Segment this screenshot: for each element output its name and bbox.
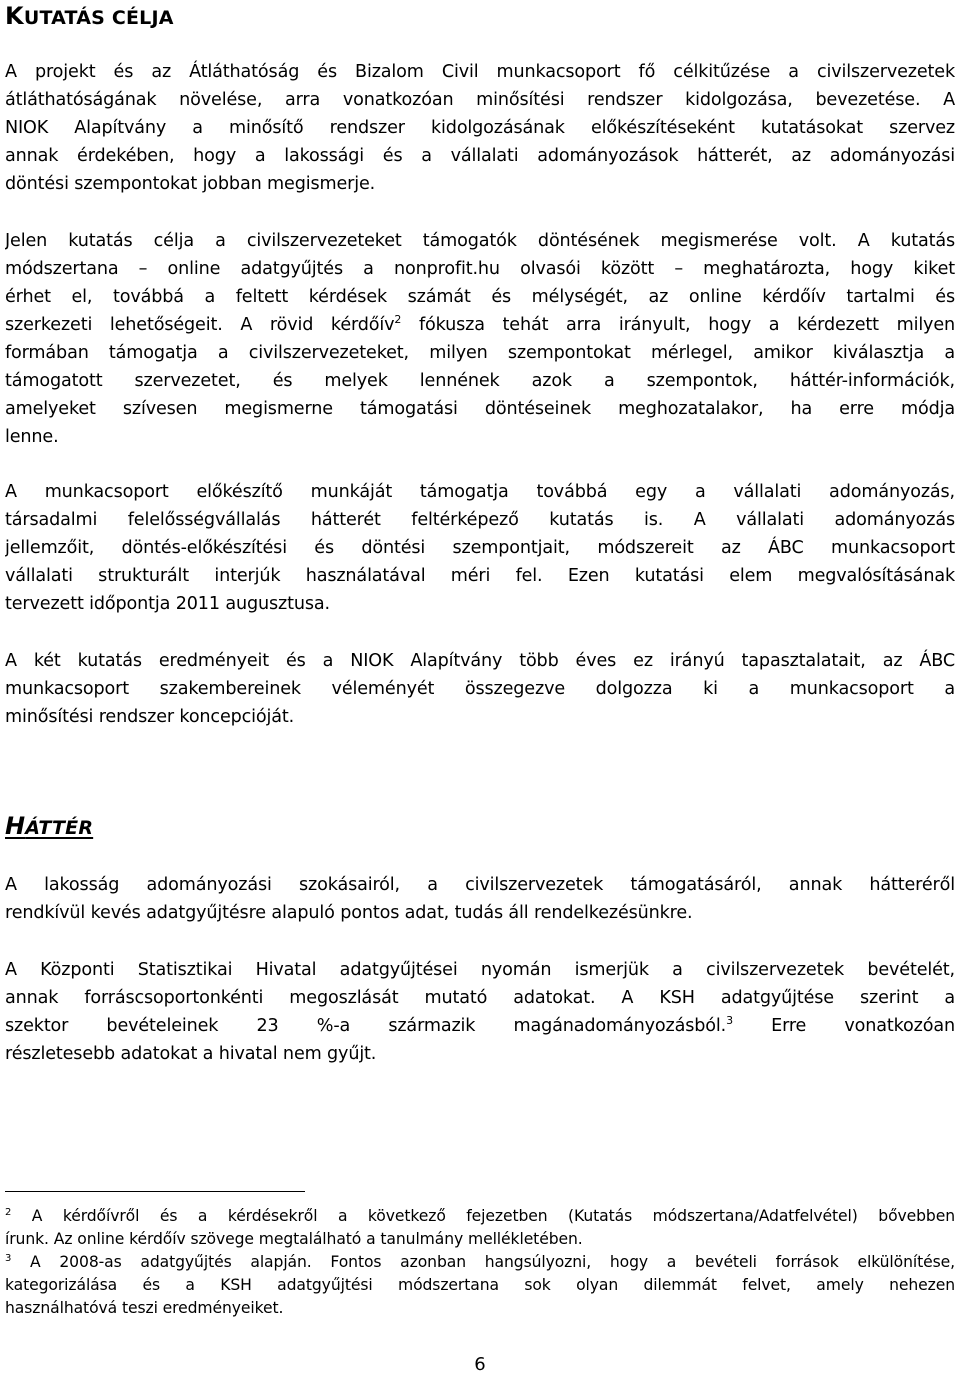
page-number: 6 [474,1354,486,1375]
footnote-separator [5,1191,305,1192]
text-line: részletesebb adatokat a hivatal nem gyűjt. [5,1044,377,1064]
text-line: jellemzőit, döntés-előkészítési és döntési szempontjait, módszereit az ÁBC munkacsoport [5,538,955,558]
text-line: döntési szempontokat jobban megismerje. [5,174,376,194]
text-line: vállalati strukturált interjúk használatával méri fel. Ezen kutatási elem megvalósításának [5,566,955,586]
footnote-marker: 3 [5,1252,12,1264]
text-line: érhet el, továbbá a feltett kérdések számát és mélységét, az online kérdőív tartalmi és [5,287,955,307]
footnote-3-line: $^3$ A 2008-as adatgyűjtés alapján. Fontos azonban hangsúlyozni, hogy a bevételi források elkülönítése, [5,1252,955,1271]
text-line: NIOK Alapítvány a minősítő rendszer kidolgozásának előkészítéseként kutatásokat szervez [5,118,955,138]
paragraph-working-group [5,478,955,618]
text-line: tervezett időpontja 2011 augusztusa. [5,594,330,614]
text-line: munkacsoport szakembereinek véleményét összegezve dolgozza ki a munkacsoport a [5,679,955,699]
text-line: A projekt és az Átláthatóság és Bizalom Civil munkacsoport fő célkitűzése a civilszervezetek [5,62,955,82]
text-line: annak forráscsoportonkénti megoszlását mutató adatokat. A KSH adatgyűjtése szerint a [5,988,955,1008]
text-line: rendkívül kevés adatgyűjtésre alapuló pontos adat, tudás áll rendelkezésünkre. [5,903,693,923]
text-line: átláthatóságának növelése, arra vonatkozóan minősítési rendszer kidolgozása, bevezetése. A [5,90,955,110]
paragraph-background [5,871,955,927]
heading-initial: H [5,812,26,840]
text-line-with-footnote: szerkezeti lehetőségeit. A rövid kérdőív$^2$ fókusza tehát arra irányult, hogy a kérdezett milyen [5,313,955,335]
text-line: A munkacsoport előkészítő munkáját támogatja továbbá egy a vállalati adományozás, [5,482,955,502]
paragraph-project-goal [5,58,955,198]
paragraph-two-studies [5,647,955,731]
paragraph-ksh-statistics [5,956,955,1068]
text-line: Jelen kutatás célja a civilszervezeteket támogatók döntésének megismerése volt. A kutatás [5,231,955,251]
paragraph-research-purpose [5,227,955,451]
heading-rest: ÁTTÉR [25,817,94,839]
text-line: A két kutatás eredményeit és a NIOK Alapítvány több éves ez irányú tapasztalatait, az ÁBC [5,651,955,671]
text-line: annak érdekében, hogy a lakossági és a vállalati adományozások hátterét, az adományozási [5,146,955,166]
section-heading-hatter [5,812,93,840]
footnote-3-line: használhatóvá teszi eredményeiket. [5,1299,284,1317]
footnote-ref-3[interactable]: 3 [726,1014,733,1028]
text-line: formában támogatja a civilszervezeteket, milyen szempontokat mérlegel, amikor kiválasztja a [5,343,955,363]
text-line: A lakosság adományozási szokásairól, a civilszervezetek támogatásáról, annak hátteréről [5,875,955,895]
text-line: lenne. [5,427,59,447]
footnote-2-line: $^2$ A kérdőívről és a kérdésekről a következő fejezetben (Kutatás módszertana/Adatfelvétel) bővebben [5,1206,955,1225]
heading-initial: K [5,2,24,30]
text-line-with-footnote: szektor bevételeinek 23 %-a származik magánadományozásból.$^3$ Erre vonatkozóan [5,1014,955,1036]
text-line: támogatott szervezetet, és melyek lennének azok a szempontok, háttér-információk, [5,371,955,391]
text-line: minősítési rendszer koncepcióját. [5,707,295,727]
text-line: módszertana – online adatgyűjtés a nonprofit.hu olvasói között – meghatározta, hogy kiket [5,259,955,279]
footnote-ref-2[interactable]: 2 [394,313,402,327]
footnote-2-line: írunk. Az online kérdőív szövege megtalálható a tanulmány mellékletében. [5,1230,583,1248]
text-line: amelyeket szívesen megismerne támogatási döntéseinek meghozatalakor, ha erre módja [5,399,955,419]
heading-rest: UTATÁS CÉLJA [23,7,174,29]
text-line: társadalmi felelősségvállalás hátterét feltérképező kutatás is. A vállalati adományozás [5,510,955,530]
footnote-marker: 2 [5,1206,12,1218]
text-line: A Központi Statisztikai Hivatal adatgyűjtései nyomán ismerjük a civilszervezetek bevételét, [5,960,955,980]
footnotes [5,1205,955,1320]
section-heading-kutatas-celja [5,2,174,30]
footnote-3-line: kategorizálása és a KSH adatgyűjtési módszertana sok olyan dilemmát felvet, amely nehezen [5,1276,955,1294]
